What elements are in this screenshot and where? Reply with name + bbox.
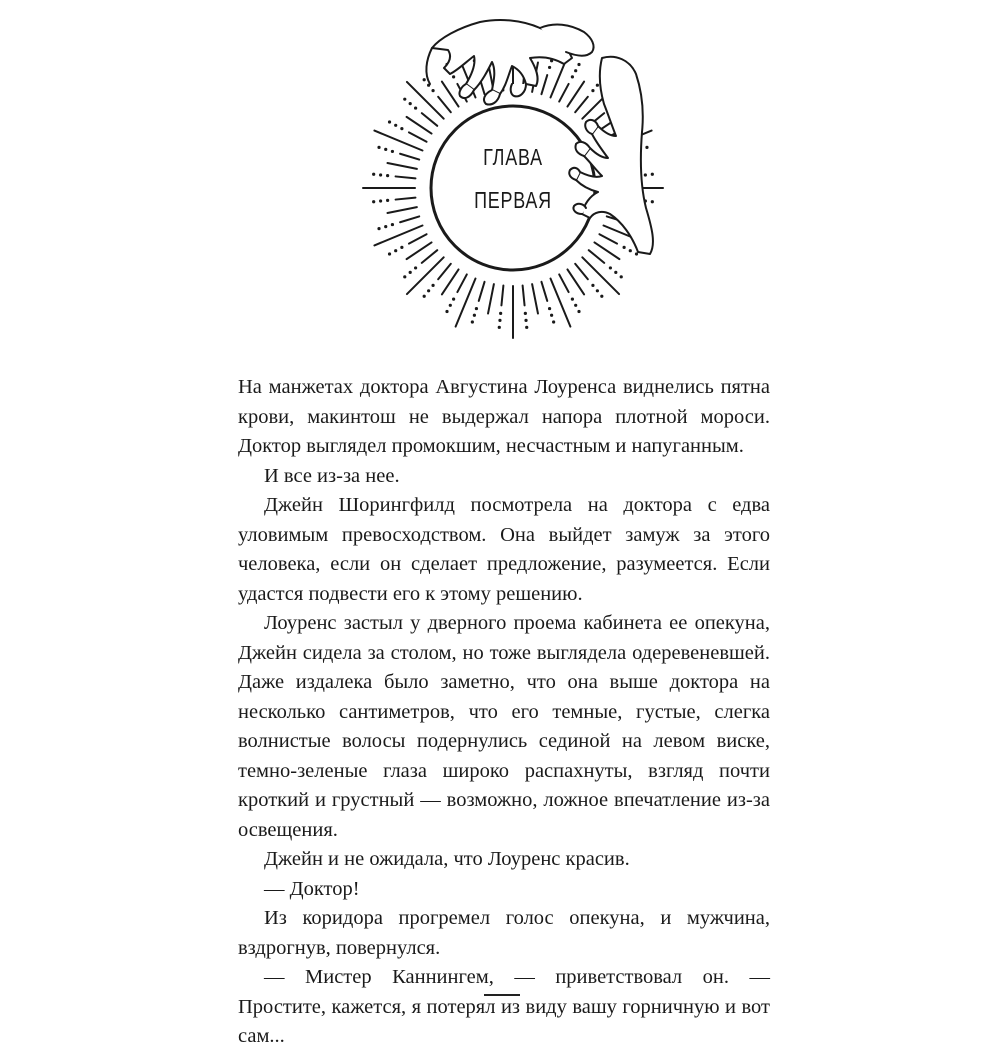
sun-ray [407,257,444,294]
sun-ray [575,264,588,279]
sun-dot [394,124,397,127]
sun-dot [471,320,474,323]
sun-dot [574,304,577,307]
sun-dot [403,275,406,278]
sun-ray [374,131,422,151]
sun-dot [473,314,476,317]
sun-ray [551,279,571,327]
sun-dot [414,106,417,109]
sun-dot [452,298,455,301]
sun-dot [379,173,382,176]
sun-dot [423,295,426,298]
sun-dot [498,319,501,322]
sun-dot [475,307,478,310]
sun-ray [541,282,547,301]
sun-ray [409,234,427,243]
sun-dot [629,249,632,252]
sun-dot [400,246,403,249]
sun-dot [377,227,380,230]
sun-dot [445,310,448,313]
paragraph: Лоуренс застыл у дверного проема кабинета ее опекуна, Джейн сидела за столом, но тоже выглядела одеревеневшей. Даже издалека было заметно, что она выше доктора на несколько сантиметров, что его темные, густые, слегка волнистые волосы подернулись сединой на левом виске, темно-зеленые глаза широко распахнуты, взгляд почти кроткий и грустный — возможно, ложное впечатление из-за освещения. [238,612,770,841]
paragraph: Джейн Шорингфилд посмотрела на доктора с едва уловимым превосходством. Она выйдет замуж за этого человека, если он сделает предложение, разумеется. Если удастся подвести его к этому решению. [238,494,770,605]
sun-ray [501,286,503,306]
sun-ray [400,216,419,222]
sun-dot [409,102,412,105]
paragraph: И все из-за нее. [264,464,400,487]
sun-ray [541,75,547,94]
paragraph: — Доктор! [264,877,360,900]
sun-dot [388,120,391,123]
sun-dot [614,271,617,274]
sun-dot [620,275,623,278]
sun-dot [571,75,574,78]
sun-dot [651,173,654,176]
sun-dot [525,326,528,329]
sun-ray [407,242,432,259]
sun-dot [384,148,387,151]
paragraph: — Мистер Каннингем, — приветствовал он. — Простите, кажется, я потерял из виду вашу горничную и вот сам... [238,966,770,1047]
chapter-title-line1: ГЛАВА [483,144,543,170]
sun-dot [577,310,580,313]
sun-ray [396,176,416,178]
paragraph: На манжетах доктора Августина Лоуренса виднелись пятна крови, макинтош не выдержал напора плотной мороси. Доктор выглядел промокшим, несчастным и напуганным. [238,376,770,457]
sun-dot [498,326,501,329]
sun-ray [387,163,416,169]
sun-ray [442,269,459,294]
sun-dot [423,78,426,81]
sun-dot [499,312,502,315]
sun-dot [524,319,527,322]
sun-ray [532,284,538,313]
sun-ray [599,234,617,243]
sun-dot [596,84,599,87]
sun-ray [422,113,437,126]
sun-ray [582,257,619,294]
sun-ray [387,207,416,213]
sun-ray [409,132,427,141]
sun-ray [594,242,619,259]
sun-ray [488,284,494,313]
sun-ray [559,84,568,102]
sun-ray [456,279,476,327]
sun-dot [449,304,452,307]
sun-dot [427,289,430,292]
sun-dot [552,320,555,323]
sun-dot [651,200,654,203]
sun-dot [524,312,527,315]
sun-ray [374,226,422,246]
sun-ray [407,82,444,119]
sun-dot [452,75,455,78]
sun-dot [414,266,417,269]
sun-ray [422,250,437,263]
sun-ray [457,274,466,292]
sun-dot [431,89,434,92]
sun-ray [567,82,584,107]
sun-dot [379,199,382,202]
sun-dot [645,146,648,149]
sun-dot [577,63,580,66]
sun-dot [591,89,594,92]
sun-ray [575,97,588,112]
paragraph: Из коридора прогремел голос опекуна, и мужчина, вздрогнув, повернулся. [238,907,770,959]
chapter-title [438,136,588,222]
sun-dot [591,284,594,287]
sun-ray [407,117,432,134]
sun-dot [386,174,389,177]
sun-dot [548,66,551,69]
sun-ray [442,82,459,107]
sun-dot [391,223,394,226]
sun-dot [386,199,389,202]
sun-dot [400,127,403,130]
sun-ray [523,286,525,306]
sun-ray [438,97,451,112]
sun-ray [438,264,451,279]
sun-dot [409,271,412,274]
sun-dot [403,98,406,101]
sun-dot [372,173,375,176]
sun-dot [384,225,387,228]
sun-dot [550,314,553,317]
sun-ray [479,282,485,301]
sun-ray [559,274,568,292]
sun-dot [548,307,551,310]
sun-dot [391,150,394,153]
sun-dot [394,249,397,252]
sun-dot [431,284,434,287]
sun-dot [388,252,391,255]
sun-ray [567,269,584,294]
chapter-title-line2: ПЕРВАЯ [474,187,552,213]
sun-dot [623,246,626,249]
sun-dot [377,146,380,149]
sun-ray [396,198,416,200]
paragraph: Джейн и не ожидала, что Лоуренс красив. [264,848,630,870]
sun-dot [609,266,612,269]
sun-dot [600,295,603,298]
sun-dot [596,289,599,292]
sun-dot [571,298,574,301]
page-edge-mark [484,994,520,1002]
sun-ray [400,154,419,160]
sun-dot [644,173,647,176]
sun-dot [372,200,375,203]
body-text [238,373,770,1052]
sun-dot [574,69,577,72]
sun-ray [589,250,604,263]
